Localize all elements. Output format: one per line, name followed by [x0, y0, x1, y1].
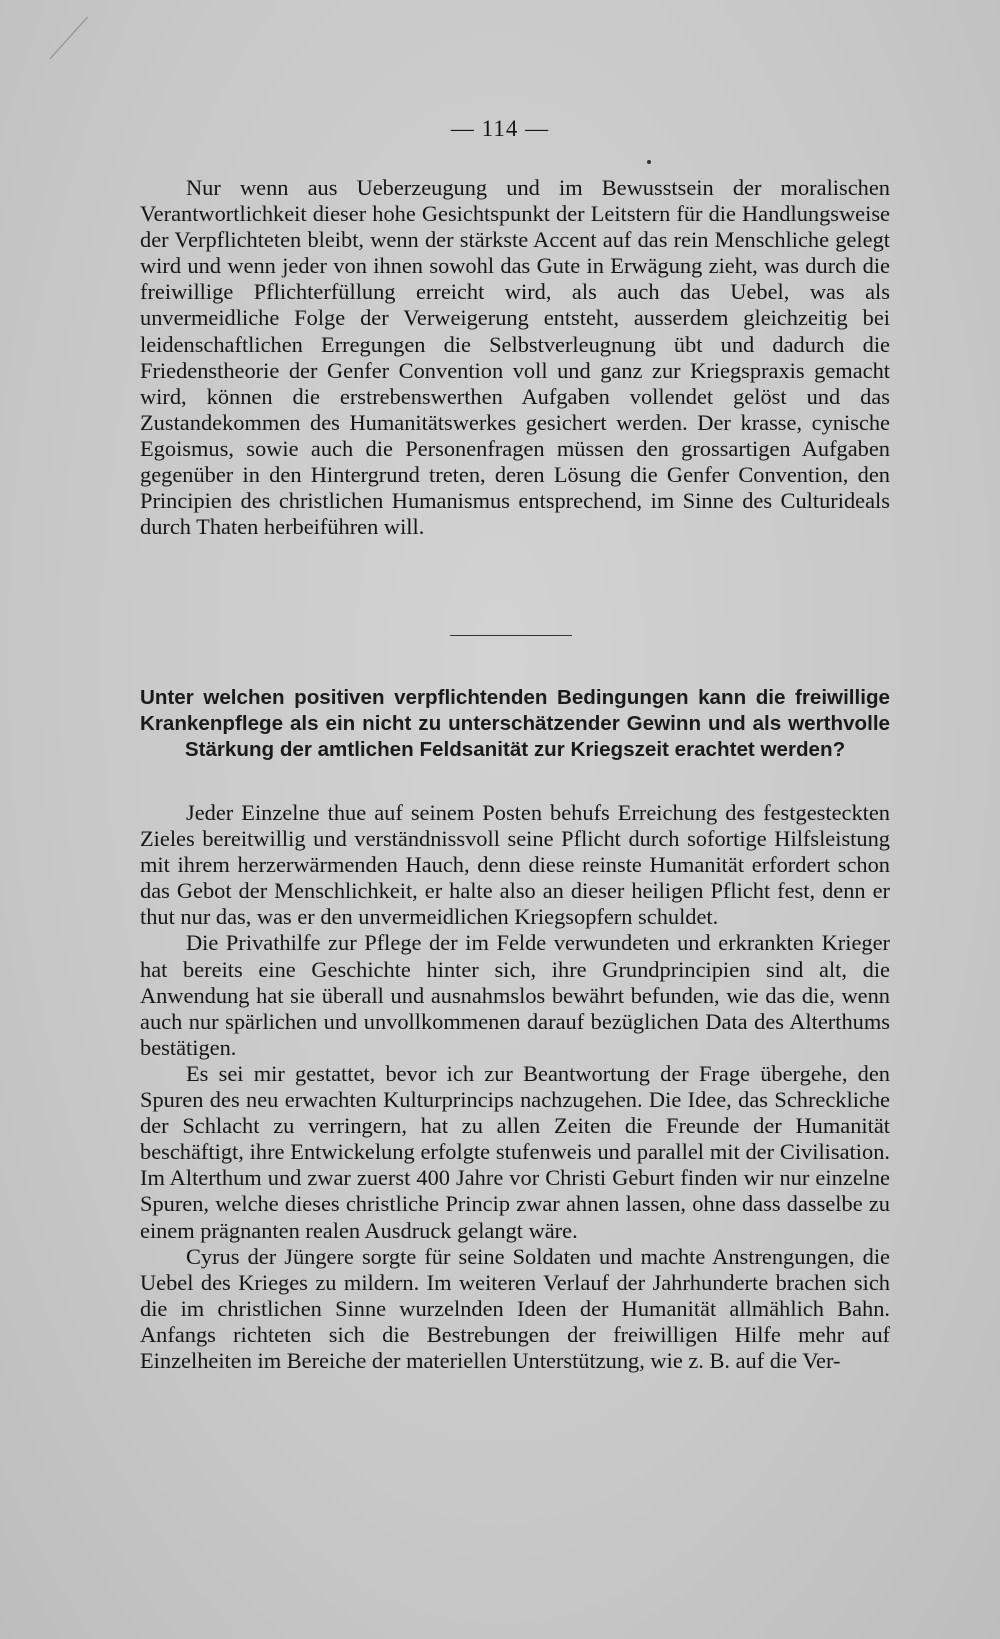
section-heading: Unter welchen positiven verpflichtenden Bedingungen kann die freiwillige Krankenpflege als ein nicht zu unterschätzender Gewinn und als werthvolle Stärkung der amtlichen Feldsanität zur Kriegszeit erachtet werden?	[140, 686, 890, 761]
paragraph: Nur wenn aus Ueberzeugung und im Bewusstsein der moralischen Verantwortlichkeit dieser hohe Gesichtspunkt der Leitstern für die Handlungsweise der Verpflichteten bleibt, wenn der stärkste Accent auf das rein Menschliche gelegt wird und wenn jeder von ihnen sowohl das Gute in Erwägung zieht, was durch die freiwillige Pflichterfüllung erreicht wird, als auch das Uebel, was als unvermeidliche Folge der Verweigerung entsteht, ausserdem gleichzeitig bei leidenschaftlichen Erregungen die Selbstverleugnung übt und dadurch die Friedenstheorie der Genfer Convention voll und ganz zur Kriegspraxis gemacht wird, können die erstrebenswerthen Aufgaben vollendet gelöst und das Zustandekommen des Humanitätswerkes gesichert werden. Der krasse, cynische Egoismus, sowie auch die Personenfragen müssen den grossartigen Aufgaben gegenüber in den Hintergrund treten, deren Lösung die Genfer Convention, den Principien des christlichen Humanismus entsprechend, im Sinne des Culturideals durch Thaten herbeiführen will.	[140, 175, 890, 540]
corner-crease	[20, 0, 88, 59]
ink-speck	[647, 160, 651, 164]
section-1-text	[140, 175, 890, 540]
section-divider	[450, 635, 572, 636]
section-2-text	[140, 800, 890, 1374]
page-number: — 114 —	[450, 116, 550, 141]
paragraph: Jeder Einzelne thue auf seinem Posten behufs Erreichung des festgesteckten Zieles bereitwillig und verständnissvoll seine Pflicht durch sofortige Hilfsleistung mit ihrem herzerwärmenden Hauch, denn diese reinste Humanität erfordert schon das Gebot der Menschlichkeit, er halte also an dieser heiligen Pflicht fest, denn er thut nur das, was er den unvermeidlichen Kriegsopfern schuldet.	[140, 800, 890, 930]
paragraph: Die Privathilfe zur Pflege der im Felde verwundeten und erkrankten Krieger hat bereits eine Geschichte hinter sich, ihre Grundprincipien sind alt, die Anwendung hat sie überall und ausnahmslos bewährt befunden, wie das die, wenn auch nur spärlichen und unvollkommenen darauf bezüglichen Data des Alterthums bestätigen.	[140, 930, 890, 1060]
paragraph: Cyrus der Jüngere sorgte für seine Soldaten und machte Anstrengungen, die Uebel des Krieges zu mildern. Im weiteren Verlauf der Jahrhunderte brachen sich die im christlichen Sinne wurzelnden Ideen der Humanität allmählich Bahn. Anfangs richteten sich die Bestrebungen der freiwilligen Hilfe mehr auf Einzelheiten im Bereiche der materiellen Unterstützung, wie z. B. auf die Ver-	[140, 1243, 890, 1373]
paragraph: Es sei mir gestattet, bevor ich zur Beantwortung der Frage übergehe, den Spuren des neu erwachten Kulturprincips nachzugehen. Die Idee, das Schreckliche der Schlacht zu verringern, hat zu allen Zeiten die Freunde der Humanität beschäftigt, ihre Entwickelung erfolgte stufenweis und parallel mit der Civilisation. Im Alterthum und zwar zuerst 400 Jahre vor Christi Geburt finden wir nur einzelne Spuren, welche dieses christliche Princip zwar ahnen lassen, ohne dass dasselbe zu einem prägnanten realen Ausdruck gelangt wäre.	[140, 1060, 890, 1243]
